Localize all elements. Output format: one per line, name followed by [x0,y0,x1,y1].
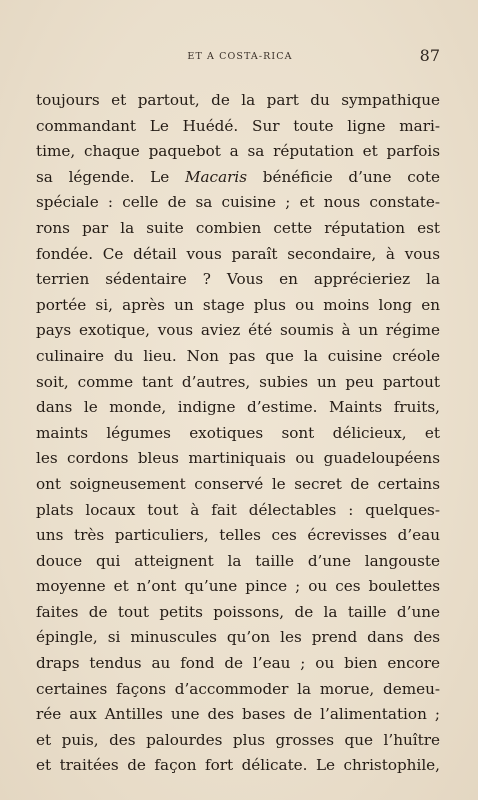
text-line: dans le monde, indigne d’estime. Maints fruits, [36,398,440,417]
text-line: commandant Le Huédé. Sur toute ligne mari- [36,116,440,135]
text-line: time, chaque paquebot a sa réputation et parfois [36,142,440,161]
text-line: ont soigneusement conservé le secret de certains [36,474,440,493]
running-title: ET A COSTA-RICA [187,51,293,62]
text-line: uns très particuliers, telles ces écrevisses d’eau [36,526,440,545]
text-line: pays exotique, vous aviez été soumis à un régime [36,321,440,340]
text-line: et puis, des palourdes plus grosses que l’huître [36,730,440,749]
text-line: rons par la suite combien cette réputation est [36,218,440,237]
text-line: fondée. Ce détail vous paraît secondaire, à vous [36,244,440,263]
text-line: les cordons bleus martiniquais ou guadeloupéens [36,449,440,468]
page-number: 87 [419,46,440,65]
text-line: soit, comme tant d’autres, subies un peu partout [36,372,440,391]
text-line: et traitées de façon fort délicate. Le christophile, [36,756,440,775]
text-line: maints légumes exotiques sont délicieux, et [36,423,440,442]
text-line: toujours et partout, de la part du sympathique [36,91,440,109]
text-segment: sa légende. Le [36,167,185,186]
text-line: faites de tout petits poissons, de la taille d’une [36,602,440,621]
text-line: plats locaux tout à fait délectables : quelques- [36,500,440,519]
text-line: moyenne et n’ont qu’une pince ; ou ces boulettes [36,577,440,596]
text-line: draps tendus au fond de l’eau ; ou bien encore [36,654,440,673]
body-text [36,88,440,779]
text-line: épingle, si minuscules qu’on les prend dans des [36,628,440,647]
text-line: douce qui atteignent la taille d’une langouste [36,551,440,570]
page-header [40,46,440,66]
text-line: rée aux Antilles une des bases de l’alimentation ; [36,705,440,724]
text-line-with-italic [36,165,440,191]
text-line: portée si, après un stage plus ou moins long en [36,295,440,314]
text-line: culinaire du lieu. Non pas que la cuisine créole [36,346,440,365]
ship-name-italic: Macaris [184,167,248,186]
text-line: spéciale : celle de sa cuisine ; et nous constate- [36,193,440,212]
text-line: terrien sédentaire ? Vous en apprécieriez la [36,270,440,289]
text-segment: bénéficie d’une cote [247,167,440,186]
text-line: certaines façons d’accommoder la morue, demeu- [36,679,440,698]
